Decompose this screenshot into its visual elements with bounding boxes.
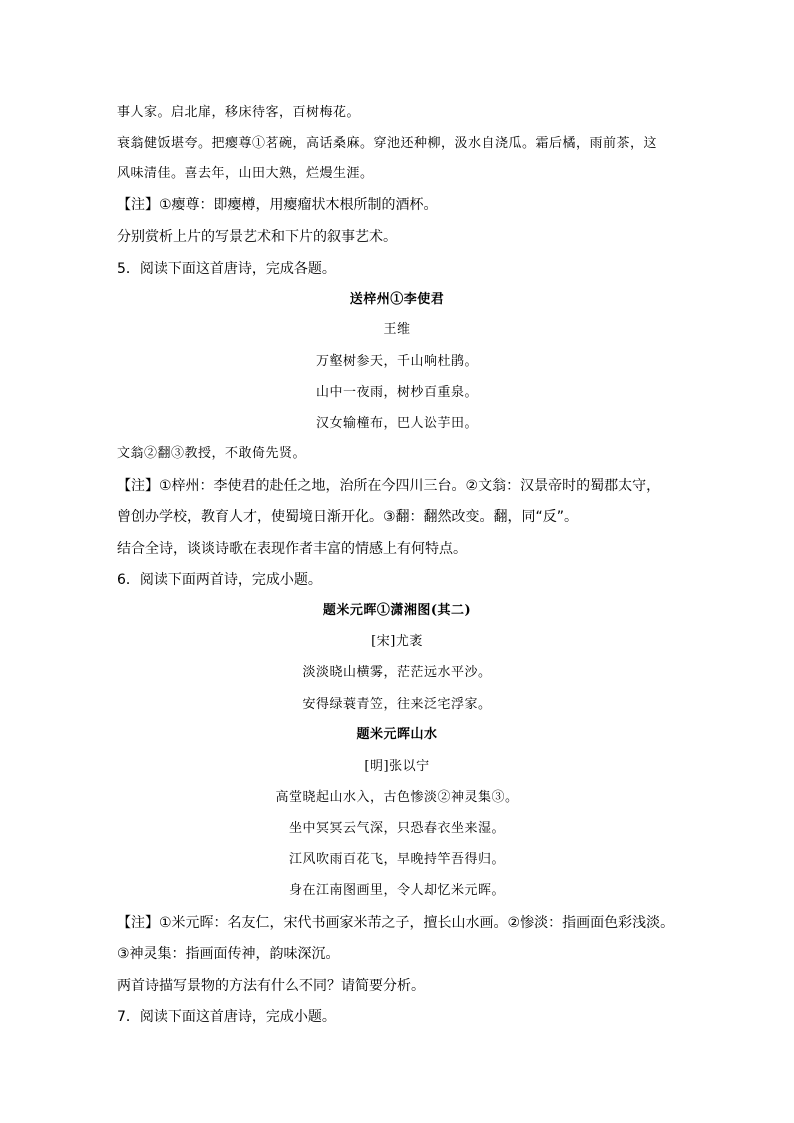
ci-line-2: 衰翁健饭堪夸。把瘿尊①茗碗，高话桑麻。穿池还种柳，汲水自浇瓜。霜后橘，雨前茶，这 (117, 136, 658, 151)
q5-poem-line-4: 文翁②翻③教授，不敢倚先贤。 (117, 446, 307, 461)
q6-question: 两首诗描写景物的方法有什么不同？请简要分析。 (117, 978, 425, 994)
q6-poem1-author: [宋]尤袤 (371, 634, 423, 649)
q6-poem2-line-1: 高堂晓起山水入，古色惨淡②神灵集③。 (275, 790, 519, 805)
ci-line-3: 风味清佳。喜去年，山田大熟，烂熳生涯。 (117, 166, 374, 181)
q6-poem2-line-2: 坐中冥冥云气深，只恐春衣坐来湿。 (288, 821, 505, 836)
q6-poem2-line-3: 江风吹雨百花飞，早晚持竿吾得归。 (288, 852, 505, 867)
q5-heading: 5．阅读下面这首唐诗，完成各题。 (117, 261, 336, 277)
q6-poem1-line-2: 安得绿蓑青笠，往来泛宅浮家。 (302, 697, 492, 712)
q6-poem2-line-4: 身在江南图画里，令人却忆米元晖。 (288, 883, 505, 898)
q5-note-2: 曾创办学校，教育人才，使蜀境日渐开化。③翻：翻然改变。翻，同“反”。 (117, 509, 579, 525)
q6-note-1: 【注】①米元晖：名友仁，宋代书画家米芾之子，擅长山水画。②惨淡：指画面色彩浅淡。 (117, 915, 675, 931)
q5-poem-line-3: 汉女输橦布，巴人讼芋田。 (315, 416, 478, 431)
q5-note-1: 【注】①梓州：李使君的赴任之地，治所在今四川三台。②文翁：汉景帝时的蜀郡太守， (117, 478, 661, 494)
q6-poem1-title: 题米元晖①潇湘图(其二) (322, 603, 472, 618)
q5-question: 结合全诗，谈谈诗歌在表现作者丰富的情感上有何特点。 (117, 541, 467, 557)
q6-heading: 6．阅读下面两首诗，完成小题。 (117, 572, 322, 588)
ci-line-1: 事人家。启北扉，移床待客，百树梅花。 (117, 105, 361, 120)
ci-note: 【注】①瘿尊：即瘿樽，用瘿瘤状木根所制的酒杯。 (117, 197, 438, 213)
q5-poem-line-1: 万壑树参天，千山响杜鹃。 (315, 354, 478, 369)
q5-poem-title: 送梓州①李使君 (349, 292, 445, 307)
ci-question: 分别赏析上片的写景艺术和下片的叙事艺术。 (117, 229, 397, 245)
q6-poem2-author: [明]张以宁 (364, 759, 430, 774)
q6-note-2: ③神灵集：指画面传神，韵味深沉。 (117, 946, 340, 962)
q6-poem2-title: 题米元晖山水 (356, 727, 438, 742)
q6-poem1-line-1: 淡淡晓山横雾，茫茫远水平沙。 (302, 665, 492, 680)
q5-poem-author: 王维 (383, 322, 411, 337)
q7-heading: 7．阅读下面这首唐诗，完成小题。 (117, 1009, 336, 1025)
q5-poem-line-2: 山中一夜雨，树杪百重泉。 (315, 385, 478, 400)
